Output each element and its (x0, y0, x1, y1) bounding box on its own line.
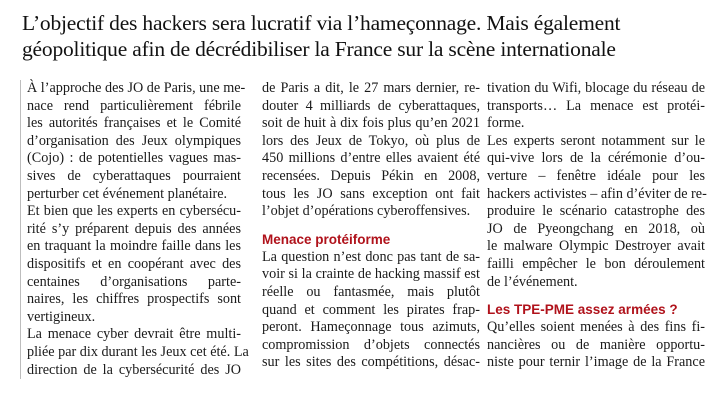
text-line: 450 millions d’entre elles avaient été (262, 150, 480, 167)
text-line: forme. (487, 115, 525, 132)
text-line: dispositifs et en coopérant avec des (27, 255, 241, 272)
text-line: pliée par dix durant les Jeux cet été. La (27, 343, 249, 360)
text-line: transports… La menace est protéi- (487, 97, 705, 114)
text-line: failli empêcher le bon déroulement (487, 255, 705, 272)
text-line: l’objet d’opérations cyberoffensives. (262, 203, 471, 220)
text-line: Qu’elles soient menées à des fins fi- (487, 319, 705, 336)
article-column-3 (487, 80, 705, 372)
text-line: centaines d’organisations parte- (27, 273, 241, 290)
text-line: (Cojo) : de potentielles vagues mas- (27, 150, 241, 167)
text-line: quand et comment les pirates frap- (262, 301, 480, 318)
text-line: les autorités françaises et le Comité (27, 115, 241, 132)
text-line: d’organisation des Jeux olympiques (27, 132, 241, 149)
text-line: nace rend particulièrement fébrile (27, 97, 241, 114)
text-line: voir si la crainte de hacking massif est (262, 266, 480, 283)
headline-line: géopolitique afin de décrédibiliser la France sur la scène internationale (22, 37, 616, 61)
text-line: réelle ou fantasmée, mais plutôt (262, 283, 480, 300)
subheading-menace: Menace protéiforme (262, 231, 391, 247)
text-line: en traquant la moindre faille dans les (27, 238, 241, 255)
text-line: de Paris a dit, le 27 mars dernier, re- (262, 80, 480, 96)
text-line: Les experts seront notamment sur le (487, 132, 705, 149)
text-line: de l’événement. (487, 273, 578, 290)
text-line: direction de la cybersécurité des JO (27, 361, 241, 378)
text-line: lors des Jeux de Tokyo, où plus de (262, 132, 480, 149)
text-line: JO de Pyeongchang en 2018, où (487, 220, 705, 237)
text-line: tivation du Wifi, blocage du réseau de (487, 80, 705, 96)
text-line: perturber cet événement planétaire. (27, 185, 228, 202)
text-line: douter 4 milliards de cyberattaques, (262, 97, 480, 114)
text-line: La question n’est donc pas tant de sa- (262, 248, 480, 265)
subheading-tpe-pme: Les TPE-PME assez armées ? (487, 302, 678, 318)
text-line: rité s’y préparent depuis des années (27, 220, 241, 237)
text-line: qui-vive lors de la cérémonie d’ou- (487, 150, 705, 167)
article-column-2 (262, 80, 480, 372)
article-column-1 (20, 80, 249, 379)
article-headline (22, 10, 702, 62)
text-line: vertigineux. (27, 308, 96, 325)
text-line: compromission d’objets connectés (262, 336, 480, 353)
text-line: La menace cyber devrait être multi- (27, 326, 241, 343)
text-line: À l’approche des JO de Paris, une me- (27, 80, 246, 96)
text-line: nancières ou de manière opportu- (487, 336, 705, 353)
text-line: naires, les chiffres prospectifs sont (27, 291, 241, 308)
text-line: tous les JO sans exception ont fait (262, 185, 480, 202)
text-line: Et bien que les experts en cybersécu- (27, 203, 241, 220)
text-line: produire le scénario catastrophe des (487, 203, 705, 220)
text-line: sives de cyberattaques pourraient (27, 167, 241, 184)
text-line: recensées. Depuis Pékin en 2008, (262, 167, 480, 184)
text-line: verture – fenêtre idéale pour les (487, 167, 705, 184)
headline-line: L’objectif des hackers sera lucratif via l’hameçonnage. Mais également (22, 11, 621, 35)
text-line: niste pour ternir l’image de la France (487, 354, 705, 371)
text-line: sur les sites des compétitions, désac- (262, 354, 480, 371)
text-line: peront. Hameçonnage tous azimuts, (262, 319, 480, 336)
text-line: hackers activistes – afin d’éviter de re- (487, 185, 707, 202)
text-line: le malware Olympic Destroyer avait (487, 238, 705, 255)
text-line: soit de huit à dix fois plus qu’en 2021 (262, 115, 480, 132)
